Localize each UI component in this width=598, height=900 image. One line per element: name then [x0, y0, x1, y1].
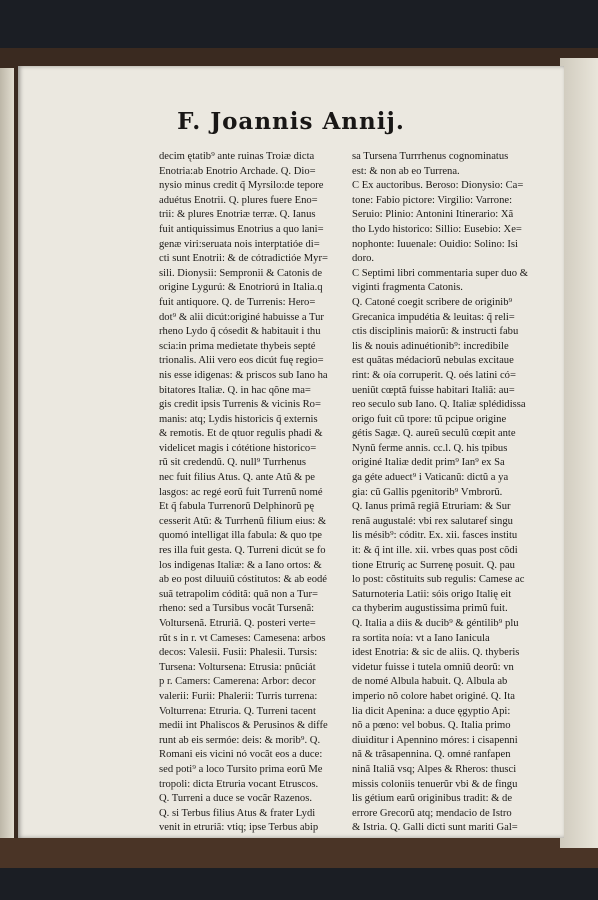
text-line: runt ab eis sermóe: deis: & morib⁹. Q. [159, 734, 321, 746]
text-line: Q. si Terbus filius Atus & frater Lydi [159, 807, 316, 819]
book-page [18, 66, 564, 838]
text-line: lis & nouis adinuétionib⁹: incredibile [352, 340, 509, 352]
text-line: Enotria:ab Enotrio Archade. Q. Dio= [159, 165, 316, 177]
text-line: errore Grecorũ atq; mendacio de Istro [352, 807, 512, 819]
text-line: C Ex auctoribus. Beroso: Dionysio: Ca= [352, 180, 524, 192]
text-line: rint: & oía corruperit. Q. oés latini có= [352, 369, 516, 381]
text-line: ga géte aduect⁹ i Vaticanũ: dictũ a ya [352, 472, 509, 484]
text-line: Grecanica impudétia & leuitas: q̃ reli= [352, 311, 515, 323]
text-line: venit in etruriã: vtiq; ipse Terbus abip [159, 822, 319, 834]
text-line: originé Italiæ dedit prim⁹ Ian⁹ ex Sa [352, 457, 505, 469]
text-line: dot⁹ & alii dicút:originé habuisse a Tur [159, 311, 324, 323]
text-line: rheno Lydo q̃ cósedit & habitauit i thu [159, 326, 321, 338]
text-line: cesserit Atũ: & Turrhenũ filium eius: & [159, 515, 327, 527]
text-line: videtur fuisse i tutela omniũ deorũ: vn [352, 661, 514, 673]
text-line: gis credit ipsis Turrenis & vicinis Ro= [159, 399, 321, 411]
text-line: Tursena: Voltursena: Etrusia: pnũciát [159, 661, 316, 673]
text-line: lo post: cõstituits sub regulis: Camese ac [352, 574, 525, 586]
text-line: bitatores Italiæ. Q. in hac qõne ma= [159, 384, 311, 396]
text-line: Q. Turreni a duce se vocãr Razenos. [159, 793, 312, 805]
text-line: cti sunt Enotrii: & de cótradictióe Myr= [159, 253, 328, 265]
text-line: viginti fragmenta Catonis. [352, 282, 463, 294]
text-line: est quãtas médaciorũ nebulas excitaue [352, 355, 514, 367]
text-line: lia dicit Apenina: a duce ęgyptio Api: [352, 705, 511, 717]
text-line: Volturrena: Etruria. Q. Turreni tacent [159, 705, 316, 717]
text-line: nõ a pœno: vel bobus. Q. Italia primo [352, 720, 511, 732]
text-line: reo seculo sub Iano. Q. Italiæ splédidissa [352, 399, 526, 411]
text-line: decos: Valesii. Fusii: Phalesii. Tursis: [159, 647, 318, 659]
text-line: ninã Italiã vsq; Alpes & Rheros: thusci [352, 763, 517, 775]
text-line: aduétus Enotrii. Q. plures fuere Eno= [159, 194, 318, 206]
text-line: & Istria. Q. Galli dicti sunt mariti Gal= [352, 822, 518, 834]
text-line: genæ viri:seruata nois interptatióe di= [159, 238, 320, 250]
text-line: origine Lygurú: & Enotriorú in Italia.q [159, 282, 323, 294]
text-line: renã augustalé: vbi rex salutaref singu [352, 515, 513, 527]
text-line: lasgos: ac regé eorũ fuit Turrenũ nomé [159, 486, 323, 498]
text-line: nis esse idigenas: & priscos sub Iano ha [159, 369, 328, 381]
text-line: doro. [352, 253, 375, 265]
text-line: rheno: sed a Tursibus vocãt Tursenã: [159, 603, 315, 615]
text-line: lis gétium earũ originibus tradit: & de [352, 793, 513, 805]
text-line: & remotis. Et de qtuor regulis phadi & [159, 428, 323, 440]
text-line: diuiditur i Apennino móres: i cisapenni [352, 734, 518, 746]
text-line: tropoli: dicta Etruria vocant Etruscos. [159, 778, 319, 790]
text-line: tione Etruriç ac Surrenę posuit. Q. pau [352, 559, 515, 571]
text-line: Q. Italia a diis & ducib⁹ & géntilib⁹ plu [352, 618, 519, 629]
text-line: ra sortita noía: vt a Iano Ianicula [352, 632, 490, 644]
text-line: est: & non ab eo Turrena. [352, 165, 460, 177]
text-line: nã & trãsapennina. Q. omné ranfapen [352, 749, 511, 761]
text-line: gétis Sagæ. Q. aureũ seculũ cœpit ante [352, 428, 516, 440]
text-line: C Septimi libri commentaria super duo & [352, 267, 528, 279]
text-line: Seruio: Plinio: Antonini Itinerario: Xã [352, 209, 514, 221]
text-line: Q. Catoné coegit scribere de originib⁹ [352, 296, 513, 308]
text-line: rũt s in r. vt Cameses: Camesena: arbos [159, 632, 326, 644]
text-line: nec fuit filius Atus. Q. ante Atũ & pe [159, 472, 315, 484]
text-line: imperio nõ colore habet originé. Q. Ita [352, 690, 515, 702]
text-line: sili. Dionysii: Sempronii & Catonis de [159, 267, 323, 279]
text-line: sa Tursena Turrrhenus cognominatus [352, 151, 509, 162]
text-line: fuit antiquore. Q. de Turrenis: Hero= [159, 296, 316, 308]
text-line: ctis disciplinis maiorũ: & instructi fabu [352, 326, 519, 338]
text-line: trionalis. Alii vero eos dicút fuę regio= [159, 355, 324, 367]
text-column-right [352, 150, 548, 836]
text-line: Q. Ianus primã regiã Etruriam: & Sur [352, 501, 511, 513]
text-line: valerii: Furii: Phalerii: Turris turrena: [159, 690, 318, 702]
text-line: sed poti⁹ a loco Tursito prima eorũ Me [159, 763, 323, 775]
book-cover-edge [0, 838, 598, 868]
text-line: Et q̃ fabula Turrenorũ Delphinorũ pę [159, 501, 315, 513]
text-line: fuit antiquissimus Enotrius a quo lani= [159, 223, 324, 235]
running-header: F. Joannis Annij. [177, 108, 405, 135]
text-column-left [159, 150, 355, 836]
page-stack-edge [0, 68, 14, 838]
text-line: de nomé Albula habuit. Q. Albula ab [352, 676, 508, 688]
text-line: Romani eis vicini nó vocãt eos a duce: [159, 749, 323, 761]
text-line: it: & q̃ int ille. xii. vrbes quas post cõdi [352, 545, 518, 557]
text-line: suã tetrapolim códitã: quã non a Tur= [159, 588, 318, 600]
facing-page-edge [560, 58, 598, 848]
text-line: trii: & plures Enotriæ terræ. Q. Ianus [159, 209, 316, 221]
text-line: gia: cũ Gallis pgenitorib⁹ Vmbrorũ. [352, 486, 503, 498]
text-line: nysio minus credit q̃ Myrsilo:de tepore [159, 180, 324, 192]
text-line: idest Enotria: & sic de aliis. Q. thyberis [352, 647, 520, 659]
text-line: ab eo post diluuiũ cóstitutos: & ab eodé [159, 574, 328, 586]
text-line: ca thyberim augustissima primũ fuit. [352, 603, 508, 615]
text-line: lis mésib⁹: códitr. Ex. xii. fasces institu [352, 530, 518, 542]
text-line: missis coloniis tenuerũr vbi & de fingu [352, 778, 518, 790]
text-line: Saturnoteria Latii: sóis origo Italię eit [352, 588, 512, 600]
text-line: origo fuit cũ tpore: tũ pcipue origine [352, 413, 507, 425]
text-line: nophonte: Iuuenale: Ouidio: Solino: Isi [352, 238, 518, 250]
text-line: ueniũt cœptã fuisse habitari Italiã: au= [352, 384, 515, 396]
text-line: Voltursenã. Etruriã. Q. posteri verte= [159, 618, 316, 629]
text-line: tone: Fabio pictore: Virgilio: Varrone: [352, 194, 513, 206]
text-line: medii int Phaliscos & Perusinos & diffe [159, 720, 328, 732]
text-line: decim ętatib⁹ ante ruinas Troiæ dicta [159, 151, 315, 162]
text-line: tho Lydo historico: Sillio: Eusebio: Xe= [352, 223, 522, 235]
text-line: los indigenas Italiæ: & a Iano ortos: & [159, 559, 322, 571]
text-line: rũ sit credendũ. Q. null⁹ Turrhenus [159, 457, 306, 469]
text-line: p r. Camers: Camerena: Arbor: decor [159, 676, 316, 688]
text-line: quomó intelligat illa fabula: & quo tpe [159, 530, 322, 542]
text-line: manis: atq; Lydis historicis q̃ externis [159, 413, 318, 425]
text-line: res illa fuit gesta. Q. Turreni dicút se fo [159, 545, 326, 557]
text-line: scia:in prima medietate thybeis septé [159, 340, 316, 352]
text-line: videlicet magis i cótétione historico= [159, 442, 317, 454]
text-line: Nynũ ferme annis. cc.l. Q. his tpibus [352, 442, 508, 454]
